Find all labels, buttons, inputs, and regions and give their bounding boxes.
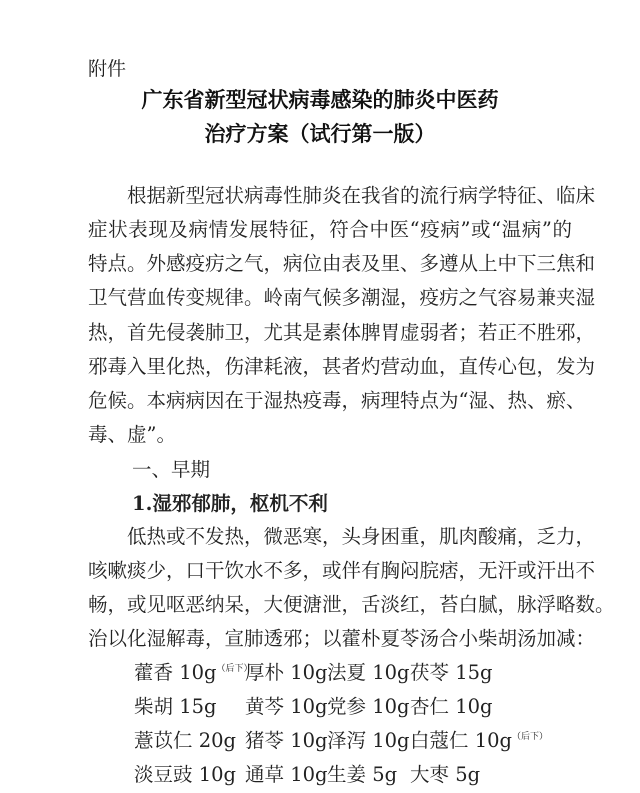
herb-item: 通草 10g <box>245 763 328 786</box>
paragraph-line: 咳嗽痰少，口干饮水不多，或伴有胸闷脘痞，无汗或汗出不 <box>88 559 596 582</box>
herb-item: 黄芩 10g <box>245 695 328 718</box>
paragraph-line: 治以化湿解毒，宣肺透邪；以藿朴夏苓汤合小柴胡汤加减： <box>88 627 596 650</box>
herb-item: 淡豆豉 10g <box>134 763 236 786</box>
paragraph-line: 邪毒入里化热，伤津耗液，甚者灼营动血，直传心包，发为 <box>88 355 596 378</box>
herb-item: 生姜 5g <box>327 763 398 786</box>
section-heading: 一、早期 <box>132 458 211 481</box>
subsection-heading: 1.湿邪郁肺，枢机不利 <box>132 492 328 515</box>
paragraph-line: 根据新型冠状病毒性肺炎在我省的流行病学特征、临床 <box>88 184 596 207</box>
herb-item: 薏苡仁 20g <box>134 729 236 752</box>
document-subtitle: 治疗方案（试行第一版） <box>204 121 436 146</box>
herb-item: 杏仁 10g <box>410 695 493 718</box>
herb-item: 茯苓 15g <box>410 661 493 684</box>
herb-item: 大枣 5g <box>410 763 481 786</box>
paragraph-line: 危候。本病病因在于湿热疫毒，病理特点为“湿、热、瘀、 <box>88 389 586 412</box>
herb-item: 泽泻 10g <box>327 729 410 752</box>
herb-item: 柴胡 15g <box>134 695 217 718</box>
herb-item: 猪苓 10g <box>245 729 328 752</box>
paragraph-line: 畅，或见呕恶纳呆，大便溏泄，舌淡红，苔白腻，脉浮略数。 <box>88 593 615 616</box>
attachment-label: 附件 <box>88 58 127 80</box>
herb-item <box>410 728 548 754</box>
document-title: 广东省新型冠状病毒感染的肺炎中医药 <box>141 87 499 112</box>
herb-name: 藿香 10g <box>134 661 217 684</box>
herb-item <box>134 660 253 686</box>
herb-note: （后下） <box>512 732 549 742</box>
paragraph-line: 卫气营血传变规律。岭南气候多潮湿，疫疠之气容易兼夹湿 <box>88 286 596 309</box>
herb-name: 白蔻仁 10g <box>410 729 512 752</box>
paragraph-line: 特点。外感疫疠之气，病位由表及里、多遵从上中下三焦和 <box>88 252 596 275</box>
herb-item: 厚朴 10g <box>245 661 328 684</box>
paragraph-line: 症状表现及病情发展特征，符合中医“疫病”或“温病”的 <box>88 218 572 241</box>
herb-note: （后下） <box>216 664 253 674</box>
paragraph-line: 低热或不发热，微恶寒，头身困重，肌肉酸痛，乏力， <box>88 525 596 548</box>
paragraph-line: 热，首先侵袭肺卫，尤其是素体脾胃虚弱者；若正不胜邪， <box>88 321 596 344</box>
paragraph-line: 毒、虚”。 <box>88 423 176 446</box>
herb-item: 党参 10g <box>327 695 410 718</box>
herb-item: 法夏 10g <box>327 661 410 684</box>
